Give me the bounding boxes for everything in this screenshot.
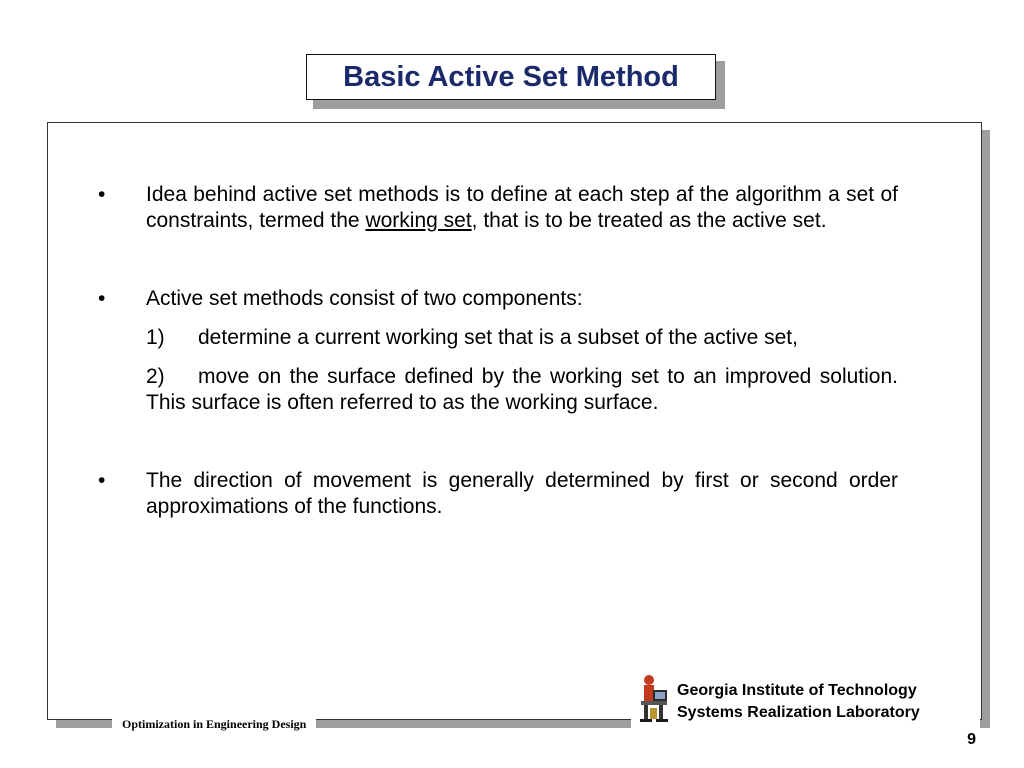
lab-name: Systems Realization Laboratory [677, 704, 920, 721]
numbered-subitem [146, 364, 898, 416]
page-number: 9 [967, 731, 976, 748]
slide-content [98, 182, 898, 520]
bullet-text: The direction of movement is generally determined by first or second order approximations of the functions. [146, 469, 898, 518]
subitem-text: move on the surface defined by the working set to an improved solution. This surface is often referred to as the working surface. [146, 365, 898, 414]
bullet-item [98, 468, 898, 520]
bullet-text-part: , that is to be treated as the active set. [471, 209, 827, 232]
bullet-marker: • [98, 469, 106, 492]
subitem-number: 1) [146, 326, 165, 349]
bullet-item [98, 286, 898, 312]
subitem-text: determine a current working set that is a subset of the active set, [198, 326, 798, 349]
slide-title: Basic Active Set Method [343, 60, 679, 93]
numbered-subitem [146, 325, 898, 351]
bullet-item [98, 182, 898, 234]
bullet-text [146, 182, 898, 234]
bullet-text: Active set methods consist of two components: [146, 287, 583, 310]
subitem-number: 2) [146, 365, 165, 388]
underlined-term: working set [365, 209, 472, 232]
bullet-marker: • [98, 183, 106, 206]
title-box [306, 54, 716, 100]
bullet-marker: • [98, 287, 106, 310]
institution-logo-block [631, 670, 980, 730]
person-at-computer-icon [637, 672, 671, 726]
bullet-text-part: Idea behind active set methods is to define at each step af the algorithm a set of constraints, termed the [146, 183, 898, 232]
course-name: Optimization in Engineering Design [112, 714, 316, 734]
institution-name: Georgia Institute of Technology [677, 682, 917, 699]
